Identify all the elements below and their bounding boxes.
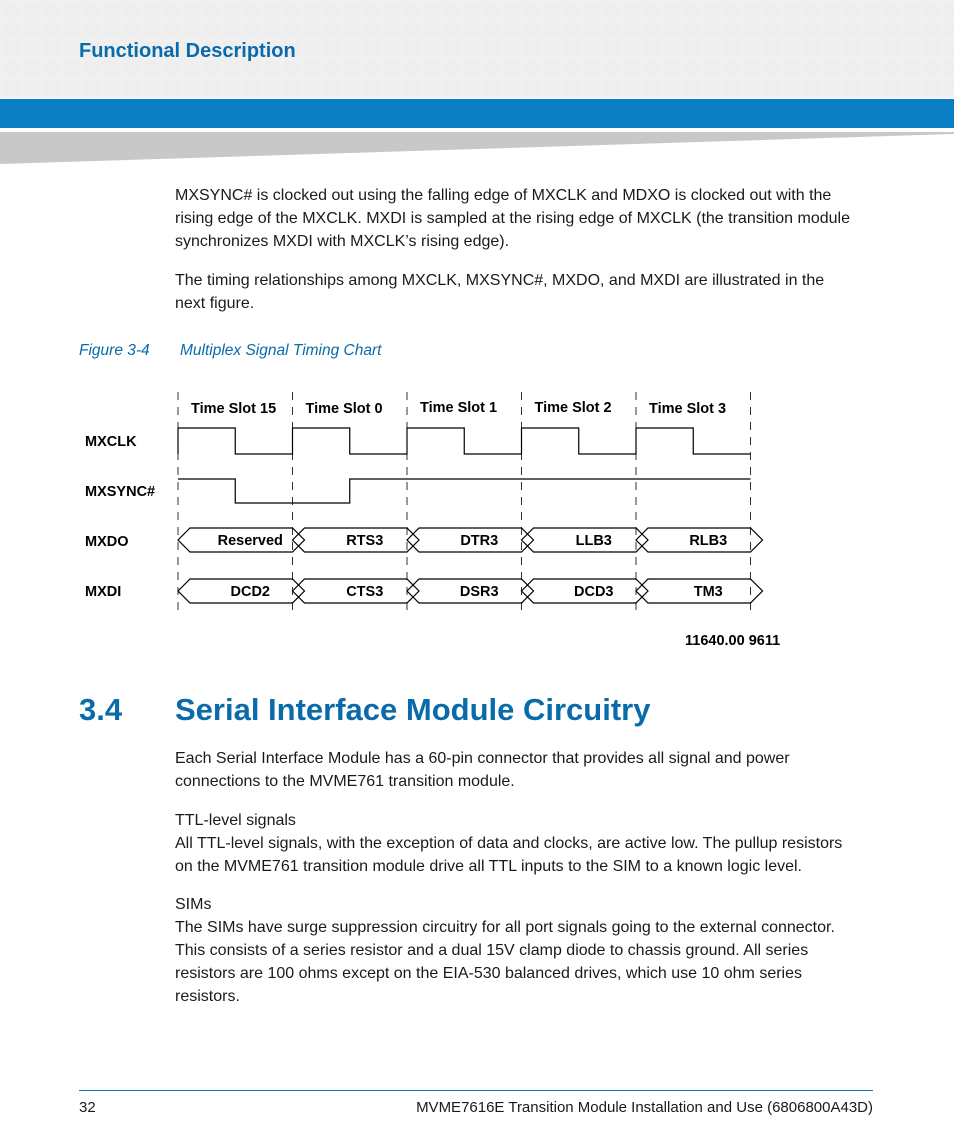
pattern-cell (284, 4, 299, 18)
pattern-cell (824, 80, 839, 94)
pattern-cell (884, 23, 899, 37)
pattern-cell (464, 4, 479, 18)
pattern-cell (484, 80, 499, 94)
pattern-cell (404, 61, 419, 75)
pattern-cell (664, 42, 679, 56)
pattern-cell (684, 42, 699, 56)
figure-label: Figure 3-4 (79, 342, 150, 359)
pattern-cell (244, 23, 259, 37)
pattern-cell (184, 23, 199, 37)
pattern-cell (504, 61, 519, 75)
intro-line: connections to the MVME761 transition module. (175, 773, 515, 790)
pattern-cell (284, 80, 299, 94)
pattern-cell (344, 61, 359, 75)
mxdo-value: RLB3 (689, 533, 728, 549)
pattern-cell (584, 4, 599, 18)
pattern-cell (884, 80, 899, 94)
pattern-cell (164, 80, 179, 94)
pattern-cell (444, 61, 459, 75)
pattern-cell (24, 23, 39, 37)
pattern-cell (324, 4, 339, 18)
pattern-cell (724, 80, 739, 94)
pattern-cell (624, 4, 639, 18)
time-slot-label: Time Slot 3 (649, 401, 727, 417)
pattern-cell (24, 4, 39, 18)
pattern-cell (664, 80, 679, 94)
pattern-cell (764, 4, 779, 18)
ttl-line: All TTL-level signals, with the exception of data and clocks, are active low. The pullup resistors (175, 835, 843, 852)
pattern-cell (784, 42, 799, 56)
pattern-cell (424, 23, 439, 37)
pattern-cell (664, 4, 679, 18)
header-gray-band (0, 128, 954, 164)
pattern-cell (284, 23, 299, 37)
pattern-cell (384, 23, 399, 37)
pattern-cell (404, 4, 419, 18)
pattern-cell (684, 61, 699, 75)
pattern-cell (184, 4, 199, 18)
pattern-cell (64, 61, 79, 75)
sims-term: SIMs (175, 896, 212, 913)
pattern-cell (84, 23, 99, 37)
pattern-cell (424, 61, 439, 75)
pattern-cell (584, 80, 599, 94)
signal-label: MXDI (85, 584, 122, 600)
pattern-cell (604, 4, 619, 18)
pattern-cell (24, 61, 39, 75)
pattern-cell (844, 80, 859, 94)
pattern-cell (304, 80, 319, 94)
sims-line: resistors are 100 ohms except on the EIA-530 balanced drives, which use 10 ohm series (175, 965, 802, 982)
pattern-cell (84, 61, 99, 75)
pattern-cell (944, 61, 954, 75)
pattern-cell (4, 61, 19, 75)
pattern-cell (84, 80, 99, 94)
pattern-cell (384, 42, 399, 56)
pattern-cell (484, 61, 499, 75)
mxdi-value: TM3 (693, 584, 723, 600)
pattern-cell (124, 23, 139, 37)
para2-line: The timing relationships among MXCLK, MXSYNC#, MXDO, and MXDI are illustrated in the (175, 272, 825, 289)
signal-label: MXCLK (85, 434, 137, 450)
mxdo-value: DTR3 (460, 533, 499, 549)
pattern-cell (604, 61, 619, 75)
pattern-cell (864, 42, 879, 56)
running-section-title: Functional Description (79, 40, 296, 62)
pattern-cell (564, 80, 579, 94)
pattern-cell (804, 23, 819, 37)
pattern-cell (104, 80, 119, 94)
pattern-cell (544, 80, 559, 94)
pattern-cell (504, 42, 519, 56)
pattern-cell (644, 61, 659, 75)
paragraph-clocking (175, 184, 875, 253)
pattern-cell (704, 4, 719, 18)
pattern-cell (184, 61, 199, 75)
pattern-cell (364, 80, 379, 94)
pattern-cell (104, 23, 119, 37)
pattern-cell (264, 23, 279, 37)
pattern-cell (64, 4, 79, 18)
pattern-cell (564, 4, 579, 18)
pattern-cell (784, 61, 799, 75)
pattern-cell (4, 23, 19, 37)
pattern-cell (204, 23, 219, 37)
footer-rule (79, 1090, 873, 1091)
pattern-cell (624, 61, 639, 75)
document-title: MVME7616E Transition Module Installation and Use (6806800A43D) (416, 1099, 873, 1116)
pattern-cell (544, 4, 559, 18)
pattern-cell (44, 61, 59, 75)
pattern-cell (204, 4, 219, 18)
pattern-cell (384, 61, 399, 75)
pattern-cell (844, 42, 859, 56)
pattern-cell (124, 80, 139, 94)
pattern-cell (544, 23, 559, 37)
definition-ttl (175, 809, 875, 878)
pattern-cell (404, 80, 419, 94)
pattern-cell (764, 80, 779, 94)
pattern-cell (4, 42, 19, 56)
pattern-cell (704, 42, 719, 56)
mxclk-waveform (178, 428, 751, 454)
pattern-cell (364, 23, 379, 37)
mxsync-waveform (178, 479, 751, 503)
pattern-cell (904, 80, 919, 94)
pattern-cell (804, 61, 819, 75)
pattern-cell (364, 4, 379, 18)
pattern-cell (804, 80, 819, 94)
sims-line: This consists of a series resistor and a dual 15V clamp diode to chassis ground. All series (175, 942, 809, 959)
pattern-cell (704, 23, 719, 37)
pattern-cell (524, 4, 539, 18)
sims-line: resistors. (175, 988, 240, 1005)
pattern-cell (344, 80, 359, 94)
pattern-cell (564, 23, 579, 37)
pattern-cell (924, 80, 939, 94)
pattern-cell (704, 80, 719, 94)
paragraph-timing-intro (175, 269, 875, 315)
pattern-cell (164, 4, 179, 18)
mxdi-value: CTS3 (346, 584, 384, 600)
pattern-cell (904, 61, 919, 75)
ttl-line: on the MVME761 transition module drive all TTL inputs to the SIM to a known logic level. (175, 858, 802, 875)
pattern-cell (304, 4, 319, 18)
pattern-cell (184, 80, 199, 94)
pattern-cell (484, 23, 499, 37)
pattern-cell (844, 23, 859, 37)
pattern-cell (264, 80, 279, 94)
pattern-cell (904, 42, 919, 56)
pattern-cell (504, 23, 519, 37)
mxdi-value: DCD2 (230, 584, 270, 600)
pattern-cell (704, 61, 719, 75)
pattern-cell (744, 61, 759, 75)
pattern-cell (644, 23, 659, 37)
pattern-cell (924, 4, 939, 18)
pattern-cell (604, 23, 619, 37)
pattern-cell (764, 23, 779, 37)
pattern-cell (784, 23, 799, 37)
pattern-cell (824, 61, 839, 75)
pattern-cell (904, 4, 919, 18)
pattern-cell (844, 61, 859, 75)
pattern-cell (144, 80, 159, 94)
pattern-cell (624, 42, 639, 56)
para2-line: next figure. (175, 295, 255, 312)
pattern-cell (364, 61, 379, 75)
pattern-cell (444, 4, 459, 18)
mxdo-value: LLB3 (575, 533, 612, 549)
pattern-cell (564, 61, 579, 75)
pattern-cell (504, 80, 519, 94)
time-slot-label: Time Slot 2 (534, 400, 612, 416)
pattern-cell (824, 4, 839, 18)
pattern-cell (424, 4, 439, 18)
pattern-cell (924, 42, 939, 56)
pattern-cell (724, 4, 739, 18)
pattern-cell (864, 80, 879, 94)
pattern-cell (584, 42, 599, 56)
time-slot-label: Time Slot 0 (305, 401, 383, 417)
pattern-cell (384, 80, 399, 94)
pattern-cell (44, 4, 59, 18)
pattern-cell (664, 61, 679, 75)
pattern-cell (644, 4, 659, 18)
pattern-cell (744, 80, 759, 94)
pattern-cell (244, 4, 259, 18)
pattern-cell (4, 80, 19, 94)
pattern-cell (424, 42, 439, 56)
pattern-cell (944, 4, 954, 18)
pattern-cell (444, 42, 459, 56)
pattern-cell (544, 42, 559, 56)
pattern-cell (404, 23, 419, 37)
pattern-cell (684, 4, 699, 18)
section-number: 3.4 (79, 692, 123, 727)
para1-line: rising edge of the MXCLK. MXDI is sampled at the rising edge of MXCLK (the transition module (175, 210, 850, 227)
time-slot-label: Time Slot 15 (191, 401, 277, 417)
pattern-cell (824, 23, 839, 37)
mxdo-value: Reserved (217, 533, 283, 549)
pattern-cell (764, 42, 779, 56)
pattern-cell (104, 4, 119, 18)
pattern-cell (24, 80, 39, 94)
pattern-cell (224, 4, 239, 18)
para1-line: MXSYNC# is clocked out using the falling edge of MXCLK and MDXO is clocked out with the (175, 187, 832, 204)
pattern-cell (864, 23, 879, 37)
pattern-cell (404, 42, 419, 56)
pattern-cell (364, 42, 379, 56)
pattern-cell (384, 4, 399, 18)
pattern-cell (44, 80, 59, 94)
pattern-cell (264, 61, 279, 75)
page-number: 32 (79, 1099, 96, 1116)
pattern-cell (864, 61, 879, 75)
pattern-cell (24, 42, 39, 56)
pattern-cell (664, 23, 679, 37)
pattern-cell (524, 61, 539, 75)
pattern-cell (304, 23, 319, 37)
pattern-cell (344, 4, 359, 18)
pattern-cell (144, 61, 159, 75)
pattern-cell (484, 42, 499, 56)
pattern-cell (844, 4, 859, 18)
pattern-cell (124, 61, 139, 75)
para1-line: synchronizes MXDI with MXCLK’s rising edge). (175, 233, 510, 250)
section-heading: Serial Interface Module Circuitry (175, 692, 651, 727)
pattern-cell (484, 4, 499, 18)
pattern-cell (164, 23, 179, 37)
pattern-cell (904, 23, 919, 37)
pattern-cell (464, 80, 479, 94)
mxdi-value: DSR3 (459, 584, 499, 600)
pattern-cell (324, 42, 339, 56)
pattern-cell (724, 61, 739, 75)
pattern-cell (524, 23, 539, 37)
paragraph-sim-intro (175, 747, 875, 793)
pattern-cell (344, 23, 359, 37)
pattern-cell (44, 42, 59, 56)
pattern-cell (724, 42, 739, 56)
pattern-cell (624, 80, 639, 94)
pattern-cell (224, 23, 239, 37)
pattern-cell (144, 4, 159, 18)
pattern-cell (804, 42, 819, 56)
pattern-cell (244, 80, 259, 94)
pattern-cell (924, 61, 939, 75)
pattern-cell (224, 61, 239, 75)
pattern-cell (744, 23, 759, 37)
pattern-cell (304, 42, 319, 56)
pattern-cell (824, 42, 839, 56)
pattern-cell (204, 80, 219, 94)
pattern-cell (924, 23, 939, 37)
pattern-cell (684, 23, 699, 37)
pattern-cell (504, 4, 519, 18)
pattern-cell (64, 42, 79, 56)
pattern-cell (464, 61, 479, 75)
header-blue-bar (0, 99, 954, 128)
timing-diagram (0, 380, 954, 660)
pattern-cell (104, 61, 119, 75)
pattern-cell (304, 61, 319, 75)
pattern-cell (464, 23, 479, 37)
pattern-cell (64, 80, 79, 94)
pattern-cell (604, 42, 619, 56)
pattern-cell (944, 80, 954, 94)
time-slot-label: Time Slot 1 (420, 400, 498, 416)
pattern-cell (44, 23, 59, 37)
pattern-cell (684, 80, 699, 94)
definition-sims (175, 893, 875, 1008)
pattern-cell (624, 23, 639, 37)
pattern-cell (944, 23, 954, 37)
pattern-cell (724, 23, 739, 37)
pattern-cell (764, 61, 779, 75)
pattern-cell (144, 23, 159, 37)
pattern-cell (464, 42, 479, 56)
pattern-cell (324, 80, 339, 94)
mxdo-value: RTS3 (346, 533, 384, 549)
pattern-cell (444, 80, 459, 94)
pattern-cell (524, 42, 539, 56)
pattern-cell (524, 80, 539, 94)
pattern-cell (204, 61, 219, 75)
mxdi-value: DCD3 (574, 584, 614, 600)
pattern-cell (884, 61, 899, 75)
drawing-number: 11640.00 9611 (685, 633, 781, 649)
pattern-cell (544, 61, 559, 75)
signal-label: MXDO (85, 534, 129, 550)
ttl-term: TTL-level signals (175, 812, 296, 829)
pattern-cell (284, 61, 299, 75)
pattern-cell (784, 80, 799, 94)
pattern-cell (444, 23, 459, 37)
pattern-cell (264, 4, 279, 18)
pattern-cell (784, 4, 799, 18)
pattern-cell (944, 42, 954, 56)
pattern-cell (564, 42, 579, 56)
pattern-cell (4, 4, 19, 18)
pattern-cell (864, 4, 879, 18)
pattern-cell (884, 42, 899, 56)
pattern-cell (804, 4, 819, 18)
signal-label: MXSYNC# (85, 484, 156, 500)
pattern-cell (584, 61, 599, 75)
pattern-cell (224, 80, 239, 94)
pattern-cell (584, 23, 599, 37)
figure-title: Multiplex Signal Timing Chart (180, 342, 382, 359)
pattern-cell (84, 4, 99, 18)
pattern-cell (324, 61, 339, 75)
pattern-cell (344, 42, 359, 56)
pattern-cell (164, 61, 179, 75)
pattern-cell (644, 80, 659, 94)
pattern-cell (244, 61, 259, 75)
intro-line: Each Serial Interface Module has a 60-pin connector that provides all signal and power (175, 750, 790, 767)
pattern-cell (64, 23, 79, 37)
pattern-cell (884, 4, 899, 18)
pattern-cell (424, 80, 439, 94)
pattern-cell (324, 23, 339, 37)
pattern-cell (124, 4, 139, 18)
sims-line: The SIMs have surge suppression circuitry for all port signals going to the external connector. (175, 919, 835, 936)
pattern-cell (744, 4, 759, 18)
pattern-cell (644, 42, 659, 56)
pattern-cell (744, 42, 759, 56)
pattern-cell (604, 80, 619, 94)
